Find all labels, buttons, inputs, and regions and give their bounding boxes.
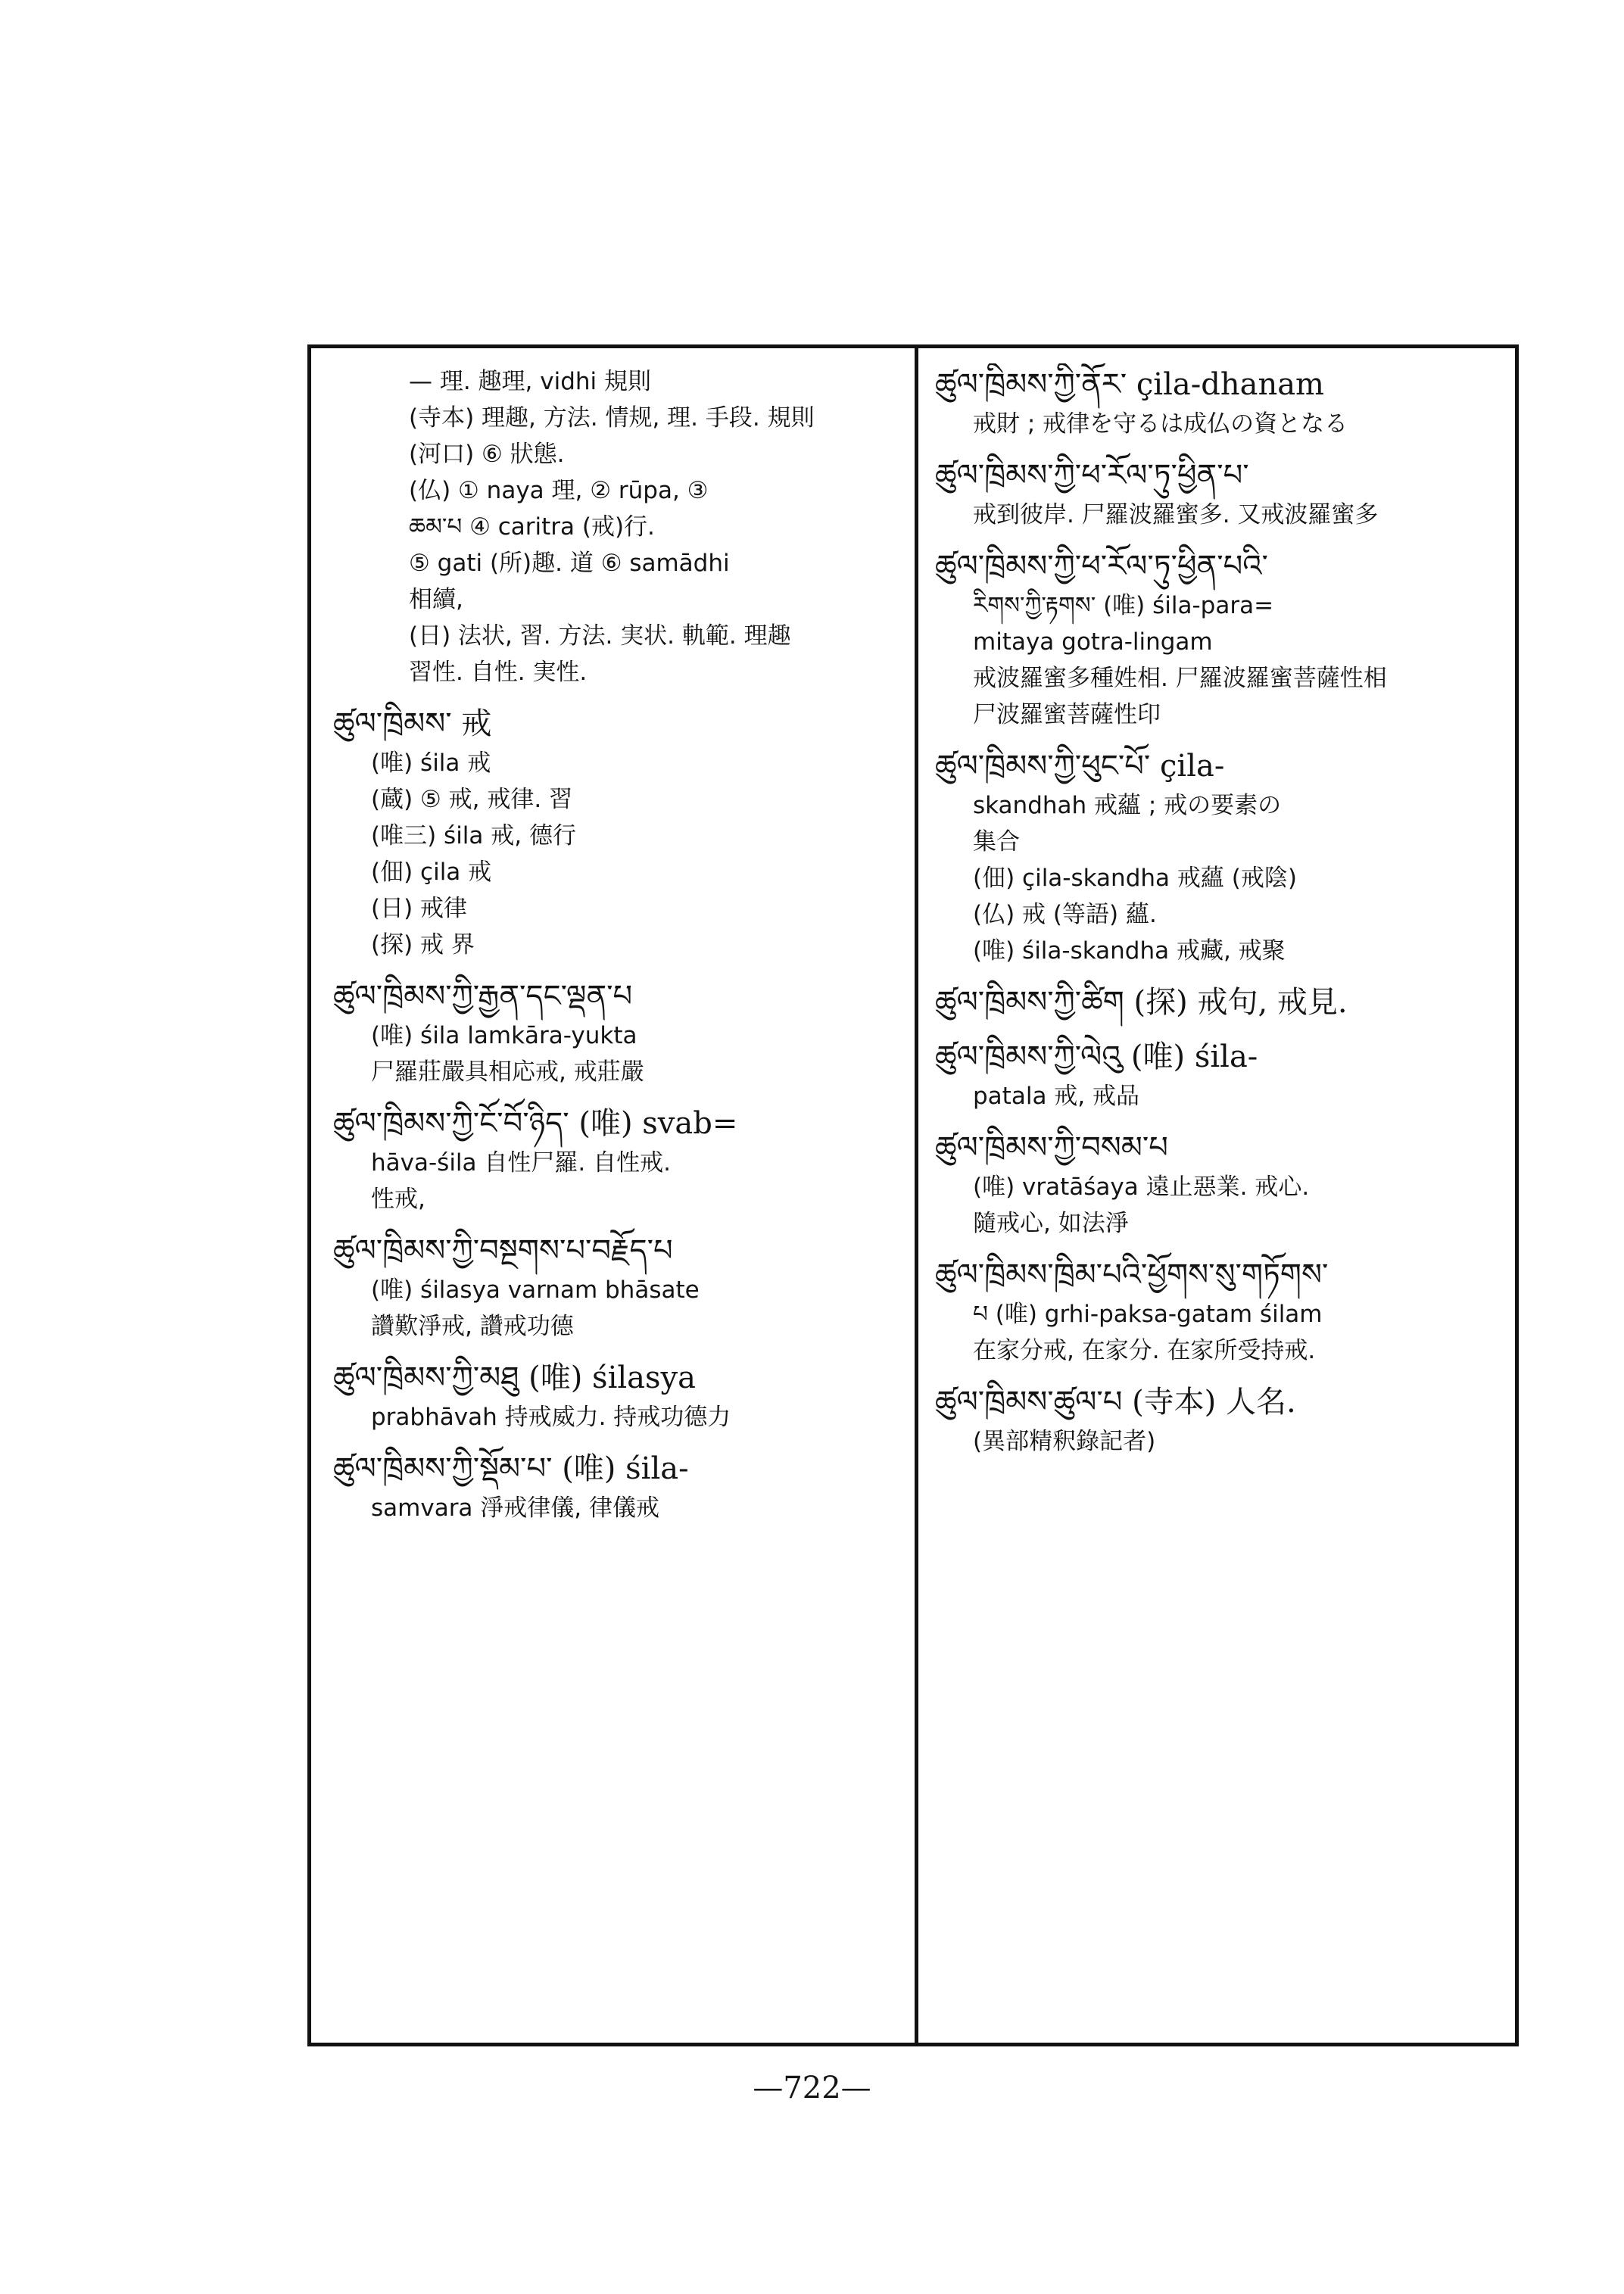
entry-headword: ཚུལ་ཁྲིམས་ཀྱི་ལེའུ (唯) śila-	[935, 1039, 1258, 1074]
dictionary-entry	[333, 975, 901, 1090]
entry-headword: ཚུལ་ཁྲིམས་ཀྱི་ནོར་ çila-dhanam	[935, 367, 1324, 402]
entry-headword: ཚུལ་ཁྲིམས་ཀྱི་རྒྱན་དང་ལྡན་པ	[333, 979, 633, 1014]
left-column	[333, 363, 901, 2029]
dictionary-entry	[935, 545, 1510, 733]
entry-line: (佃) çila 戒	[371, 859, 492, 886]
dictionary-entry	[935, 1127, 1510, 1242]
entry-line: 戒財 ; 戒律を守るは成仏の資となる	[973, 410, 1348, 438]
entry-headword: ཚུལ་ཁྲིམས་ཀྱི་མཐུ (唯) śilasya	[333, 1361, 696, 1395]
entry-line: 習性. 自性. 実性.	[409, 659, 588, 686]
entry-line: — 理. 趣理, vidhi 規則	[409, 368, 652, 395]
entry-line: 在家分戒, 在家分. 在家所受持戒.	[973, 1337, 1316, 1364]
dictionary-entry	[935, 1381, 1510, 1460]
entry-line: (唯) śila-skandha 戒藏, 戒聚	[973, 937, 1286, 965]
entry-line: (唯) vratāśaya 遠止惡業. 戒心.	[973, 1173, 1310, 1201]
dictionary-entry	[935, 981, 1510, 1024]
entry-line: prabhāvah 持戒威力. 持戒功德力	[371, 1404, 731, 1431]
dictionary-entry	[935, 363, 1510, 442]
entry-line: patala 戒, 戒品	[973, 1083, 1139, 1110]
entry-headword: ཚུལ་ཁྲིམས་ཀྱི་ཕུང་པོ་ çila-	[935, 749, 1225, 784]
entry-line: (日) 法状, 習. 方法. 実状. 軌範. 理趣	[409, 622, 791, 650]
entry-line: (唯) śilasya varnam bhāsate	[371, 1276, 700, 1304]
page-number: —722—	[753, 2071, 871, 2105]
entry-line: (仏) 戒 (等語) 蘊.	[973, 901, 1157, 928]
entry-line: 相續,	[409, 586, 463, 613]
dictionary-entry	[935, 1036, 1510, 1114]
entry-line: 戒到彼岸. 尸羅波羅蜜多. 又戒波羅蜜多	[973, 501, 1379, 528]
entry-line: 讚歎淨戒, 讚戒功德	[371, 1313, 574, 1340]
entry-line: རིགས་ཀྱི་རྟགས་ (唯) śila-para=	[973, 592, 1274, 619]
entry-line: (日) 戒律	[371, 895, 468, 922]
entry-line: 性戒,	[371, 1186, 425, 1213]
entry-line: hāva-śila 自性尸羅. 自性戒.	[371, 1149, 671, 1177]
entry-headword: ཚུལ་ཁྲིམས་ཀྱི་བསྔགས་པ་བརྗོད་པ	[333, 1233, 673, 1268]
entry-line: (仏) ① naya 理, ② rūpa, ③	[409, 477, 709, 504]
dictionary-entry	[935, 745, 1510, 969]
entry-line: (探) 戒 界	[371, 931, 475, 958]
entry-line: (佃) çila-skandha 戒蘊 (戒陰)	[973, 865, 1297, 892]
entry-line: (異部精釈錄記者)	[973, 1428, 1156, 1455]
entry-headword: ཚུལ་ཁྲིམས་ཀྱི་ངོ་བོ་ཉིད་ (唯) svab=	[333, 1106, 738, 1141]
entry-headword: ཚུལ་ཁྲིམས་ཁྲིམ་པའི་ཕྱོགས་སུ་གཏོགས་	[935, 1258, 1329, 1292]
dictionary-entry	[333, 1230, 901, 1345]
entry-headword: ཚུལ་ཁྲིམས་ཀྱི་ཕ་རོལ་ཏུ་ཕྱིན་པ་	[935, 458, 1249, 493]
entry-headword: ཚུལ་ཁྲིམས་ཚུལ་པ (寺本) 人名.	[935, 1385, 1296, 1420]
entry-line: 隨戒心, 如法淨	[973, 1210, 1129, 1237]
entry-headword: ཚུལ་ཁྲིམས་ཀྱི་སྡོམ་པ་ (唯) śila-	[333, 1451, 689, 1486]
dictionary-entry	[333, 1357, 901, 1435]
dictionary-entry	[333, 1448, 901, 1526]
entry-headword: ཚུལ་ཁྲིམས་ཀྱི་ཕ་རོལ་ཏུ་ཕྱིན་པའི་	[935, 549, 1268, 584]
dictionary-entry	[333, 1102, 901, 1217]
entry-line: (河口) ⑥ 狀態.	[409, 441, 565, 468]
dictionary-entry	[333, 703, 901, 963]
entry-line: skandhah 戒蘊 ; 戒の要素の	[973, 792, 1282, 819]
entry-line: (唯) śila 戒	[371, 750, 491, 777]
entry-line: 集合	[973, 828, 1020, 856]
entry-line: 尸波羅蜜菩薩性印	[973, 701, 1161, 728]
column-divider	[915, 344, 918, 2046]
entry-line: mitaya gotra-lingam	[973, 628, 1213, 656]
entry-line: (唯三) śila 戒, 德行	[371, 822, 576, 849]
entry-line: ⑤ gati (所)趣. 道 ⑥ samādhi	[409, 550, 730, 577]
entry-line: (寺本) 理趣, 方法. 情规, 理. 手段. 規則	[409, 404, 815, 432]
entry-line: (唯) śila lamkāra-yukta	[371, 1022, 637, 1049]
entry-line: ཆམ་པ ④ caritra (戒)行.	[409, 513, 655, 541]
entry-line: (蔵) ⑤ 戒, 戒律. 習	[371, 786, 573, 813]
entry-line: samvara 淨戒律儀, 律儀戒	[371, 1495, 659, 1522]
right-column	[935, 363, 1510, 2029]
entry-headword: ཚུལ་ཁྲིམས་ཀྱི་ཚིག (探) 戒句, 戒見.	[935, 985, 1348, 1020]
dictionary-entry	[935, 1254, 1510, 1369]
entry-headword: ཚུལ་ཁྲིམས་ 戒	[333, 706, 492, 741]
dictionary-entry	[935, 454, 1510, 533]
entry-line: པ (唯) grhi-paksa-gatam śilam	[973, 1301, 1323, 1328]
entry-line: 戒波羅蜜多種姓相. 尸羅波羅蜜菩薩性相	[973, 665, 1387, 692]
entry-line: 尸羅莊嚴具相応戒, 戒莊嚴	[371, 1058, 644, 1086]
dictionary-entry	[333, 363, 901, 690]
entry-headword: ཚུལ་ཁྲིམས་ཀྱི་བསམ་པ	[935, 1130, 1168, 1165]
